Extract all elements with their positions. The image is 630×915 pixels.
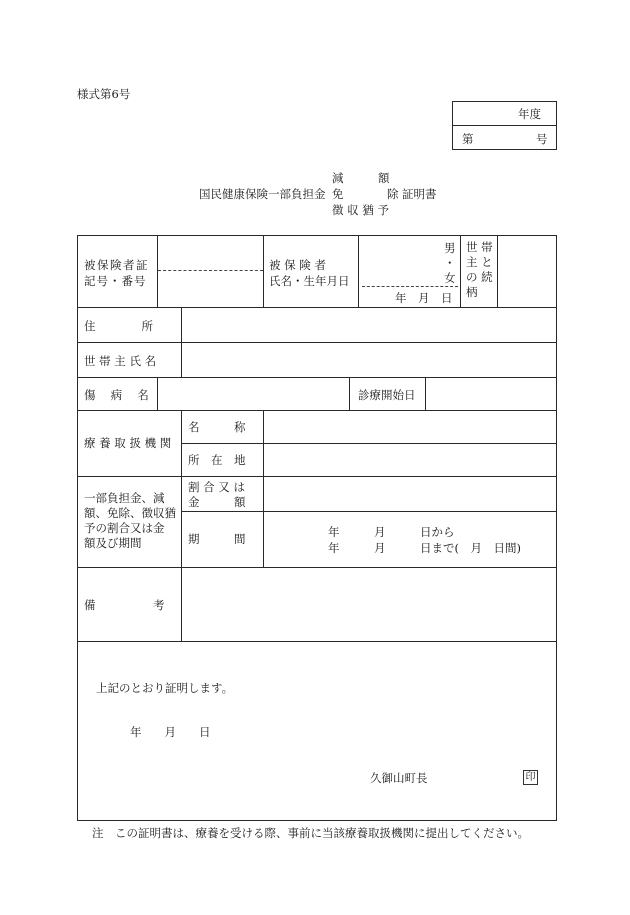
reduction-section-label: 一部負担金、減 額、免除、徴収猶 予の割合又は金 額及び期間 (84, 491, 176, 550)
insured-person-label-2: 氏名・生年月日 (269, 274, 350, 288)
gender-dot: ・ (444, 256, 456, 270)
insured-card-label-2: 記号・番号 (84, 274, 147, 288)
institution-name-label: 名 称 (188, 420, 246, 434)
period-start-line: 年 月 日から (328, 525, 455, 539)
footnote: 注 この証明書は、療養を受ける際、事前に当該療養取扱機関に提出してください。 (92, 826, 529, 840)
certification-statement: 上記のとおり証明します。 (96, 681, 234, 695)
household-head-name-label: 世 帯 主 氏 名 (84, 354, 157, 368)
birth-date-ymd: 年 月 日 (395, 291, 453, 305)
period-label: 期 間 (188, 532, 246, 546)
illness-label: 傷 病 名 (84, 388, 149, 402)
mayor-title: 久御山町長 (370, 771, 428, 785)
number-prefix: 第 (462, 132, 474, 146)
title-menjo-1: 免 (332, 187, 344, 201)
title-main-left: 国民健康保険一部負担金 (199, 187, 326, 201)
number-suffix: 号 (536, 132, 548, 146)
title-choshu-yuyo: 徴 収 猶 予 (332, 203, 389, 217)
address-label: 住 所 (84, 319, 153, 333)
title-genhaku: 減 額 (332, 171, 390, 185)
fiscal-year-label: 年度 (518, 107, 541, 121)
ratio-or-amount-label-1: 割 合 又 は (188, 480, 245, 494)
remarks-label: 備 考 (84, 598, 165, 612)
treatment-start-label: 診療開始日 (358, 388, 416, 402)
form-number: 様式第6号 (77, 87, 131, 101)
institution-location-label: 所 在 地 (188, 453, 246, 467)
institution-label: 療 養 取 扱 機 関 (84, 436, 172, 450)
title-menjo-2: 除 (387, 187, 399, 201)
certification-date: 年 月 日 (130, 725, 211, 739)
ratio-or-amount-label-2: 金 額 (188, 495, 246, 509)
insured-card-label-1: 被保険者証 (84, 258, 149, 272)
seal-mark: 印 (523, 770, 538, 785)
insured-person-label-1: 被 保 険 者 (269, 258, 326, 272)
title-suffix: 証明書 (402, 187, 437, 201)
period-end-line: 年 月 日まで( 月 日間) (328, 541, 521, 555)
gender-male: 男 (444, 241, 456, 255)
relation-to-head-label: 世 帯 主 と の 続 柄 (466, 240, 493, 299)
gender-female: 女 (444, 271, 456, 285)
